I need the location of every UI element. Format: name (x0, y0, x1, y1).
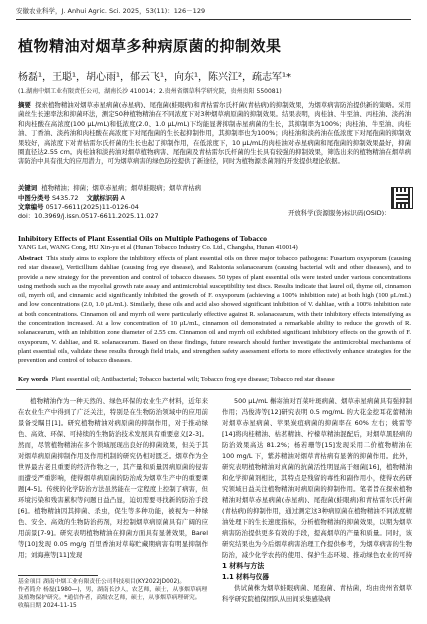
clc-value: S435.72 (52, 194, 79, 202)
keywords-cn (18, 183, 411, 192)
affiliation-cn: (1.湖南中烟工业有限责任公司，湖南长沙 410014；2.贵州省烟草科学研究院，贵州贵阳 550081) (18, 88, 282, 95)
article-no-value: 0517-6611(2025)11-0126-04 (45, 203, 139, 211)
abstract-en-label: Abstract (18, 255, 43, 262)
body-column-right (222, 396, 412, 605)
osid-label: 开放科学(资源服务)标识码(OSID)： (288, 209, 391, 217)
body-paragraph: 植物精油作为一种天然的、绿色环保的农业生产材料，近年来在农业生产中得到了广泛关注，特别是在生物防治领域中的应用前景备受瞩目[1]。研究植物精油对病原菌的抑制作用，对于推动绿色、高效、环保、可持续的生物防治技术发展具有重要意义[2-3]。然而，尽管植物精油在多个领域展现出良好的抑菌效果，但关于其对烟草病原菌抑制作用及作用机制的研究仍相对匮乏。烟草作为全世界最古老且重要的经济作物之一，其产量和质量因病原菌的侵害而遭受严重影响，使得烟草病原菌的防治成为烟草生产中的重要课题[4-5]。传统的化学防治方法虽然能在一定程度上控制了病害，但环境污染和残害累积等问题日益凸显，迫切需要寻找新的防治手段[6]。植物精油因其抑菌、杀虫，促生等多种功能，被视为一种绿色、安全、高效的生物防治药剂，对控制烟草病原菌具有广阔的应用前景[7-9]。研究表明植物精油在抑菌方面具有显著效果，Barel 等[10]发现 0.05 mg/g 百里香油对草莓贮藏期病害有明显抑制作用；刘海燕等[11]发现 (18, 397, 208, 559)
authors-cn: 杨磊¹，王聪¹，胡心雨¹，郁云飞¹，向东¹，陈兴江²，疏志军¹* (18, 72, 292, 83)
footnote-received: 收稿日期 2024-11-15 (18, 603, 77, 609)
keywords-en-text: Plant essential oil; Antibacterial; Tobacco bacterial wilt; Tobacco frog eye disease; Tobacco red star disease (51, 376, 335, 383)
footnote (18, 578, 208, 610)
article-no-label: 文章编号 (18, 203, 44, 211)
abstract-en (18, 254, 411, 366)
footnote-rule (18, 575, 98, 576)
footnote-fund: 基金项目 湖南中烟工业有限责任公司科技项目(KY2022JD002)。 (18, 579, 186, 585)
body-column-left (18, 396, 208, 572)
keywords-cn-text: 植物精油；抑菌；烟草赤星病；烟草蛙眼病；烟草青枯病 (41, 184, 202, 192)
footnote-author: 作者简介 杨磊(1980—)，男，湖南长沙人，农艺师，硕士，从事烟草病理及植物保护研究。*通信作者，高级农艺师，硕士，从事烟草病理研究。 (18, 587, 208, 601)
doc-code-label: 文献标识码 (86, 194, 119, 202)
doc-code-value: A (120, 194, 125, 202)
qr-code-icon[interactable] (391, 187, 413, 209)
abstract-cn-text: 探索植物精油对烟草赤星病菌(赤星病)、尾孢菌(蛙眼病)和青枯雷尔氏杆菌(青枯病)的抑制效果，为烟草病害防治提供新的策略。采用菌丝生长速率法和抑菌环法，测定50种植物精油在不同浓度下对3种烟草病原菌的抑制效果。结果表明，肉桂油、牛至油、丙桂油、淡药油和肉桂酸在高浓度(100 μL/mL)和低浓度(2.0、1.0 μL/mL)下均能显著抑制赤星病菌的生长，其抑制率为100%；肉桂油、牛至油、肉桂油、丁香油、淡药油和肉桂酸在高浓度下对尾孢菌的生长起抑制作用，其抑制率也为100%；肉桂油和淡药油在低浓度下对尾孢菌的抑制效果较好，高浓度下对青枯雷尔氏杆菌的生长也起了抑制作用，在低浓度下，10 μL/mL的肉桂油对赤星病菌和尾孢菌的抑制效果最好，抑菌圈直径达2.55 cm。肉桂油和淡药油对烟草植物病害、尾孢菌及青枯雷尔氏杆菌的生长具有较强的抑制效果，筛选出来的植物精油在烟草病害防治中具有很大的应用潜力，可为烟草病害的绿色防控提供了新途径，同时为植物源杀菌剂的开发提供理论依据。 (18, 101, 411, 166)
abstract-cn (18, 101, 411, 167)
subsection-heading: 1.1 材料与仪器 (222, 573, 269, 581)
keywords-en (18, 376, 411, 383)
authors-en: YANG Lei, WANG Cong, HU Xin-yu et al (Hunan Tobacco Industry Co. Ltd., Changsha, Hunan 410014) (18, 244, 298, 251)
paper-title-cn: 植物精油对烟草多种病原菌的抑制效果 (18, 37, 282, 55)
clc-line (18, 193, 125, 202)
section-rule (16, 389, 411, 390)
clc-label: 中图分类号 (18, 194, 50, 202)
body-paragraph: 500 μL/mL 槲寄油对百菜叶斑病菌、烟草赤星病菌具有强抑制作用；冯俊涛等[12]研究表明 0.5 mg/mL 的大花金挖耳花蕾精油对烟草赤星病菌、苹果炭疽病菌的抑菌率在 60% 左右；姚雷等[14]将肉桂精油、枯茗精油、柠檬草精油混配后，对烟草黑胫病的防治效果高达 81.2%；杨若珊等[15]发现采用二价植物精油在 100 mg/L 下，紫苏精油对烟草青枯病有显著的抑菌作用。此外，研究表明植物精油对真菌的抗菌活性明显高于细菌[16]，植物精油和化学抑菌剂相比，其特点是残留的毒性和副作用小，使得农药研究领域日益关注植物精油对病原菌的抑制作用。笔者旨在探索植物精油对烟草赤星病菌(赤星病)、尾孢菌(蛙眼病)和青枯雷尔氏杆菌(青枯病)的抑制作用，通过测定这3种病原菌在植物精油不同浓度精油处理下的生长速度指标，分析植物精油的抑菌效果，以期为烟草病害防治提供更多有效的手段，提高烟草的产量和质量。同时，该研究结果也为今后烟草病害治理工作提供参考，为烟草病害的生物防治，减少化学农药的使用、保护生态环境、推动绿色农业的可持 (222, 397, 412, 559)
keywords-cn-label: 关键词 (18, 184, 38, 192)
paper-title-en: Inhibitory Effects of Plant Essential Oils on Multiple Pathogens of Tobacco (18, 234, 268, 243)
body-paragraph: 供试菌株为烟草蛙眼病菌、尾孢菌、青枯菌，均由贵州省烟草科学研究院植保团队从田间采集感染病 (222, 584, 412, 603)
running-head: 安徽农业科学，J. Anhui Agric. Sci. 2025，53(11)：126－129 (16, 7, 206, 15)
header-rule (16, 19, 411, 20)
doi-label: doi： (18, 212, 35, 220)
abstract-cn-label: 摘要 (18, 101, 31, 109)
doi-line (18, 211, 159, 220)
article-no-line (18, 202, 139, 211)
section-heading: 1 材料与方法 (222, 562, 265, 570)
abstract-en-text: This study aims to explore the inhibitory effects of plant essential oils on three major tobacco pathogens: Fusarium oxysporum (causing red star disease), Verticillium dahliae (causing frog eye disease), and Ralstonia solanacearum (causing bacterial wilt and other diseases), and to provide a new strategy for the prevention and control of tobacco diseases. 50 types of plant essential oils were tested under various concentrations using methods such as the mycelial growth rate assay and antimicrobial susceptibility test discs. Results indicate that laurel oil, thyme oil, cinnamon oil, myrrh oil, and cinnamic acid significantly inhibited the growth of F. oxysporum (achieving a 100% inhibition rate) at both high (100 μL/mL) and low concentrations (2.0, 1.0 μL/mL). Similarly, these oils and acid also showed significant inhibition of V. dahliae, with a 100% inhibition rate at both concentrations. Cinnamon oil and myrrh oil were particularly effective against R. solanacearum, with their inhibitory effects intensifying as the concentration increased. At a low concentration of 10 μL/mL, cinnamon oil demonstrated a remarkable ability to reduce the growth of R. solanacearum, with an inhibition zone diameter of 2.55 cm. Cinnamon oil and myrrh oil exhibited significant inhibitory effects on the growth of F. oxysporum, V. dahliae, and R. solanacearum. Based on these findings, future research should further investigate the antimicrobial mechanisms of plant essential oils, validate these results through field trials, and strengthen safety assessment efforts to more effectively enhance strategies for the prevention and control of tobacco diseases. (18, 255, 412, 365)
keywords-en-label: Key words (18, 376, 49, 383)
doi-value[interactable]: 10.3969/j.issn.0517-6611.2025.11.027 (34, 212, 159, 220)
